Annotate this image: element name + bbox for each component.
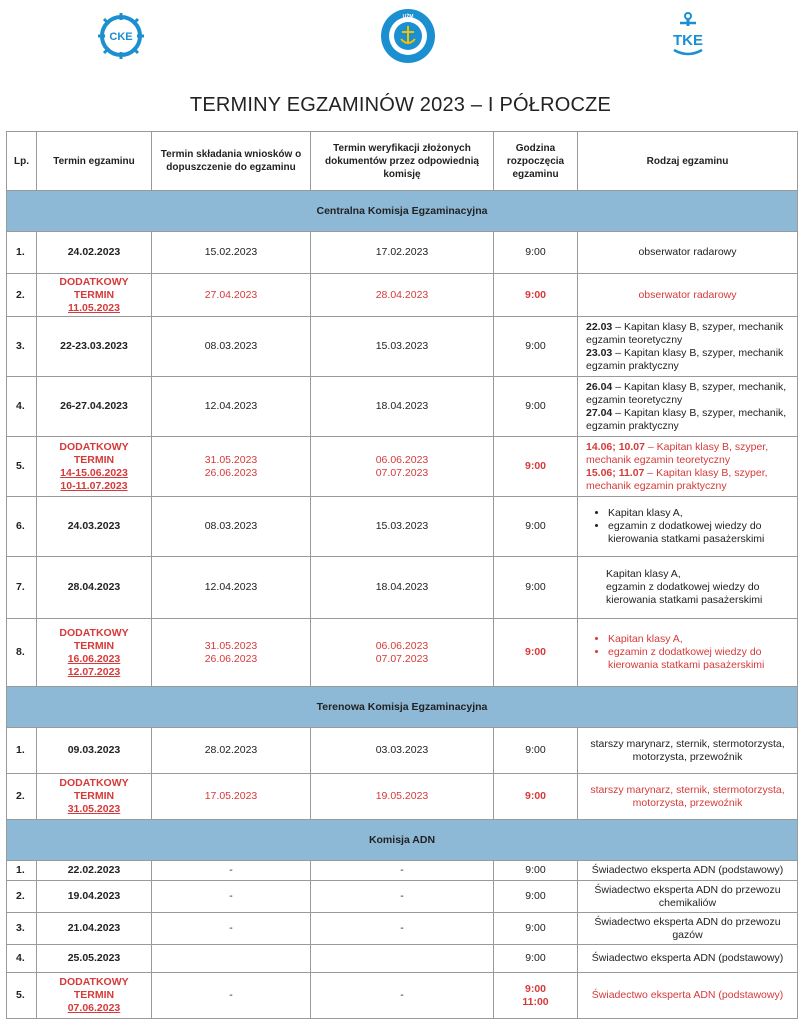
table-row: [7, 774, 798, 820]
verify-date: 03.03.2023: [311, 728, 494, 774]
table-row: [7, 973, 798, 1019]
row-number: 1.: [7, 728, 37, 774]
verify-date: -: [311, 861, 494, 881]
verify-date: [311, 945, 494, 973]
section-row-cke: [7, 191, 798, 232]
exam-kind: 26.04 – Kapitan klasy B, szyper, mechanik, egzamin teoretyczny 27.04 – Kapitan klasy B, szyper, mechanik, egzamin praktyczny: [578, 377, 798, 437]
svg-text:UŻM: UŻM: [402, 14, 414, 20]
row-number: 2.: [7, 274, 37, 317]
exam-date: DODATKOWY TERMIN 31.05.2023: [37, 774, 152, 820]
exam-kind: starszy marynarz, sternik, stermotorzysta, motorzysta, przewoźnik: [578, 728, 798, 774]
verify-date: -: [311, 973, 494, 1019]
verify-date: 15.03.2023: [311, 497, 494, 557]
exam-kind: Świadectwo eksperta ADN do przewozu chemikaliów: [578, 881, 798, 913]
start-hour: 9:00: [494, 317, 578, 377]
start-hour: 9:00: [494, 861, 578, 881]
exam-date: 19.04.2023: [37, 881, 152, 913]
exam-kind: Świadectwo eksperta ADN (podstawowy): [578, 973, 798, 1019]
exam-kind: starszy marynarz, sternik, stermotorzysta, motorzysta, przewoźnik: [578, 774, 798, 820]
verify-date: -: [311, 913, 494, 945]
exam-date: DODATKOWY TERMIN 16.06.2023 12.07.2023: [37, 619, 152, 687]
table-row: [7, 497, 798, 557]
verify-date: 06.06.2023 07.07.2023: [311, 619, 494, 687]
table-row: [7, 861, 798, 881]
verify-date: -: [311, 881, 494, 913]
table-row: [7, 881, 798, 913]
exam-date: 21.04.2023: [37, 913, 152, 945]
section-row-tke: [7, 687, 798, 728]
logo-bar: [0, 0, 801, 80]
row-number: 1.: [7, 232, 37, 274]
exam-kind: Kapitan klasy A, egzamin z dodatkowej wiedzy do kierowania statkami pasażerskimi: [578, 557, 798, 619]
exam-kind: Świadectwo eksperta ADN (podstawowy): [578, 861, 798, 881]
start-hour: 9:00: [494, 913, 578, 945]
tke-anchor-logo-icon: [668, 12, 708, 58]
emblem-logo-icon: [380, 8, 436, 64]
apply-date: 12.04.2023: [152, 557, 311, 619]
apply-date: 12.04.2023: [152, 377, 311, 437]
section-row-adn: [7, 820, 798, 861]
start-hour: 9:00: [494, 274, 578, 317]
exam-date: 09.03.2023: [37, 728, 152, 774]
exam-kind: obserwator radarowy: [578, 232, 798, 274]
start-hour: 9:00: [494, 728, 578, 774]
apply-date: 08.03.2023: [152, 317, 311, 377]
exam-date: DODATKOWY TERMIN 07.06.2023: [37, 973, 152, 1019]
start-hour: 9:00: [494, 377, 578, 437]
exam-date: 24.02.2023: [37, 232, 152, 274]
svg-text:TKE: TKE: [673, 32, 703, 49]
start-hour: 9:00: [494, 945, 578, 973]
exam-date: 25.05.2023: [37, 945, 152, 973]
apply-date: 15.02.2023: [152, 232, 311, 274]
row-number: 5.: [7, 437, 37, 497]
row-number: 3.: [7, 913, 37, 945]
table-row: [7, 557, 798, 619]
row-number: 3.: [7, 317, 37, 377]
row-number: 1.: [7, 861, 37, 881]
svg-text:CKE: CKE: [109, 31, 133, 43]
table-row: [7, 232, 798, 274]
table-row: [7, 317, 798, 377]
row-number: 2.: [7, 881, 37, 913]
table-row: [7, 274, 798, 317]
header-apply: Termin składania wniosków o dopuszczenie do egzaminu: [152, 132, 311, 191]
row-number: 4.: [7, 945, 37, 973]
apply-date: -: [152, 913, 311, 945]
exam-kind: 22.03 – Kapitan klasy B, szyper, mechanik egzamin teoretyczny 23.03 – Kapitan klasy B, szyper, mechanik egzamin praktyczny: [578, 317, 798, 377]
header-kind: Rodzaj egzaminu: [578, 132, 798, 191]
start-hour: 9:00: [494, 619, 578, 687]
page-title: TERMINY EGZAMINÓW 2023 – I PÓŁROCZE: [189, 94, 612, 116]
exam-date: 28.04.2023: [37, 557, 152, 619]
header-verify: Termin weryfikacji złożonych dokumentów przez odpowiednią komisję: [311, 132, 494, 191]
apply-date: -: [152, 861, 311, 881]
exam-kind: • Kapitan klasy A, • egzamin z dodatkowej wiedzy do kierowania statkami pasażerskimi: [578, 619, 798, 687]
exam-date: DODATKOWY TERMIN 11.05.2023: [37, 274, 152, 317]
verify-date: 28.04.2023: [311, 274, 494, 317]
row-number: 8.: [7, 619, 37, 687]
verify-date: 19.05.2023: [311, 774, 494, 820]
section-title: Komisja ADN: [7, 820, 798, 861]
header-lp: Lp.: [7, 132, 37, 191]
exam-date: DODATKOWY TERMIN 14-15.06.2023 10-11.07.2023: [37, 437, 152, 497]
start-hour: 9:00: [494, 497, 578, 557]
section-title: Terenowa Komisja Egzaminacyjna: [7, 687, 798, 728]
row-number: 7.: [7, 557, 37, 619]
table-row: [7, 945, 798, 973]
table-row: [7, 913, 798, 945]
table-row: [7, 728, 798, 774]
row-number: 6.: [7, 497, 37, 557]
exam-date: 26-27.04.2023: [37, 377, 152, 437]
cke-logo-icon: [97, 12, 145, 60]
apply-date: 28.02.2023: [152, 728, 311, 774]
exam-kind: • Kapitan klasy A, • egzamin z dodatkowej wiedzy do kierowania statkami pasażerskimi: [578, 497, 798, 557]
apply-date: 08.03.2023: [152, 497, 311, 557]
table-row: [7, 437, 798, 497]
row-number: 2.: [7, 774, 37, 820]
apply-date: 27.04.2023: [152, 274, 311, 317]
start-hour: 9:00 11:00: [494, 973, 578, 1019]
start-hour: 9:00: [494, 774, 578, 820]
exam-date: 24.03.2023: [37, 497, 152, 557]
exam-date: 22-23.03.2023: [37, 317, 152, 377]
apply-date: -: [152, 973, 311, 1019]
exam-kind: 14.06; 10.07 – Kapitan klasy B, szyper, mechanik egzamin teoretyczny 15.06; 11.07 – Kapitan klasy B, szyper, mechanik egzamin praktyczny: [578, 437, 798, 497]
verify-date: 18.04.2023: [311, 377, 494, 437]
start-hour: 9:00: [494, 437, 578, 497]
start-hour: 9:00: [494, 232, 578, 274]
start-hour: 9:00: [494, 557, 578, 619]
verify-date: 18.04.2023: [311, 557, 494, 619]
exam-schedule-table: [6, 131, 798, 1019]
exam-kind: obserwator radarowy: [578, 274, 798, 317]
verify-date: 06.06.2023 07.07.2023: [311, 437, 494, 497]
apply-date: [152, 945, 311, 973]
apply-date: 17.05.2023: [152, 774, 311, 820]
verify-date: 15.03.2023: [311, 317, 494, 377]
table-row: [7, 619, 798, 687]
apply-date: 31.05.2023 26.06.2023: [152, 437, 311, 497]
table-row: [7, 377, 798, 437]
verify-date: 17.02.2023: [311, 232, 494, 274]
row-number: 4.: [7, 377, 37, 437]
table-header-row: [7, 132, 798, 191]
apply-date: -: [152, 881, 311, 913]
header-term: Termin egzaminu: [37, 132, 152, 191]
exam-kind: Świadectwo eksperta ADN (podstawowy): [578, 945, 798, 973]
section-title: Centralna Komisja Egzaminacyjna: [7, 191, 798, 232]
exam-kind: Świadectwo eksperta ADN do przewozu gazów: [578, 913, 798, 945]
apply-date: 31.05.2023 26.06.2023: [152, 619, 311, 687]
start-hour: 9:00: [494, 881, 578, 913]
row-number: 5.: [7, 973, 37, 1019]
exam-date: 22.02.2023: [37, 861, 152, 881]
header-hour: Godzina rozpoczęcia egzaminu: [494, 132, 578, 191]
